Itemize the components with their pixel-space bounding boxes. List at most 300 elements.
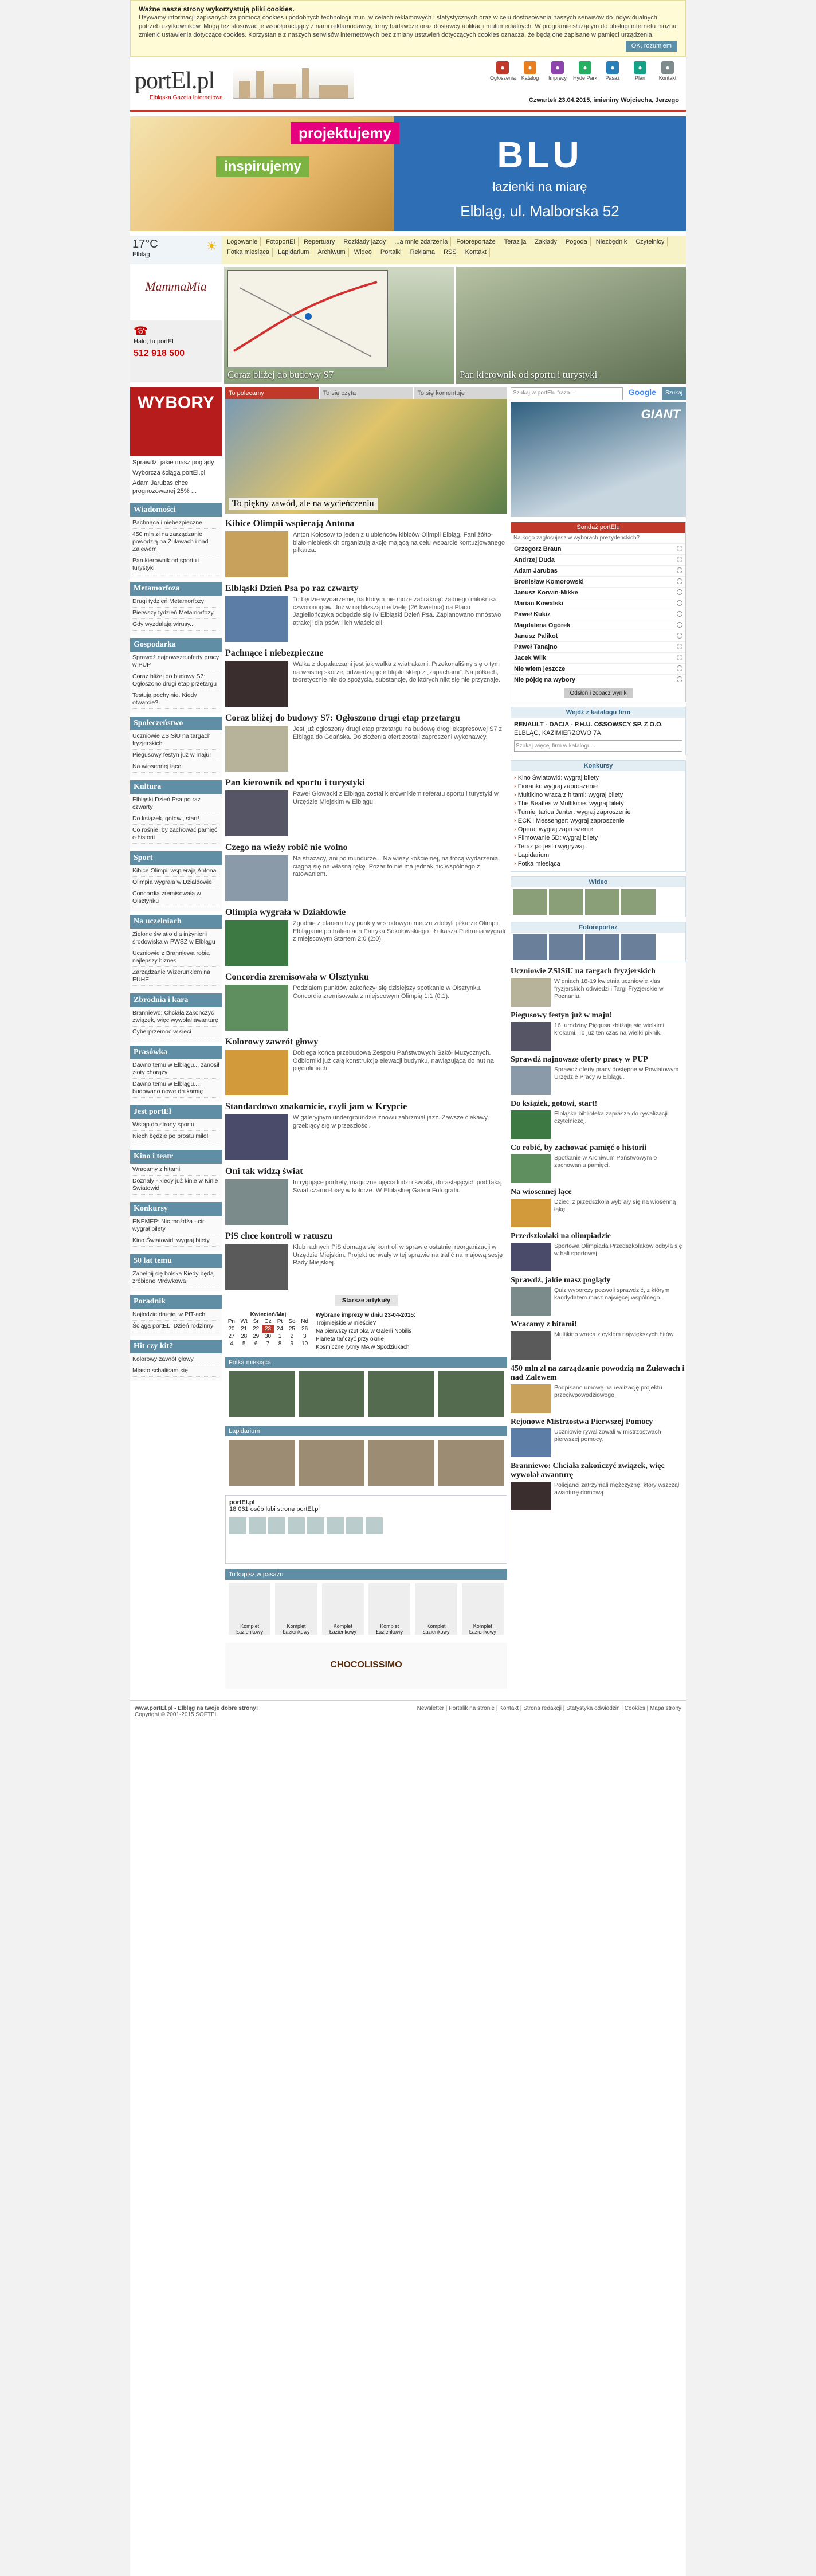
shop-item[interactable]: Komplet Łazienkowy xyxy=(462,1583,504,1635)
side-article-body xyxy=(511,1022,686,1051)
poll-option[interactable] xyxy=(511,663,685,674)
wybory-note-link[interactable]: Sprawdź, jakie masz poglądy xyxy=(132,459,214,466)
article-list xyxy=(225,518,507,1290)
photo-thumb[interactable] xyxy=(585,934,619,960)
arrow-icon: › xyxy=(514,792,518,798)
side-article-lead: Policjanci zatrzymali mężczyznę, który wszczął awanturę domową. xyxy=(554,1482,680,1496)
left-section-title[interactable]: Na uczelniach xyxy=(130,915,222,929)
left-section-body xyxy=(130,1309,222,1336)
side-article xyxy=(511,1364,686,1413)
side-article-body xyxy=(511,1482,686,1510)
radio-icon[interactable] xyxy=(677,633,682,639)
contest-link[interactable] xyxy=(514,808,682,817)
left-section-title[interactable]: Wiadomości xyxy=(130,503,222,517)
left-section-link[interactable]: ENEMEP: Nic możdża - ciri wygrał bilety xyxy=(132,1218,219,1235)
arrow-icon: › xyxy=(514,860,518,867)
radio-icon[interactable] xyxy=(677,600,682,606)
poll-submit-button[interactable]: Odsłoń i zobacz wynik xyxy=(564,688,633,698)
radio-icon[interactable] xyxy=(677,611,682,617)
left-section-body xyxy=(130,1007,222,1042)
gallery-thumb[interactable] xyxy=(368,1371,434,1417)
menu-item[interactable]: Fotka miesiąca xyxy=(224,248,273,257)
header-icon-item[interactable] xyxy=(600,61,625,81)
left-section xyxy=(130,1202,222,1251)
contest-link[interactable] xyxy=(514,774,682,782)
left-section-title[interactable]: Hit czy kit? xyxy=(130,1340,222,1353)
contest-label: The Beatles w Multikinie: wygraj bilety xyxy=(517,800,624,807)
footer-copyright: Copyright © 2001-2015 SOFTEL xyxy=(135,1712,218,1718)
header-icon-label: Pasaż xyxy=(605,75,620,81)
side-article-body xyxy=(511,1287,686,1316)
menu-item[interactable]: Kontakt xyxy=(462,248,490,257)
side-article xyxy=(511,1462,686,1510)
side-article-title[interactable]: Branniewo: Chciała zakończyć związek, więc wywołał awanturę xyxy=(511,1462,665,1479)
tab-czyta[interactable]: To się czyta xyxy=(320,387,413,399)
left-section-link[interactable]: Najłodzie drugiej w PIT-ach xyxy=(132,1311,219,1321)
contest-link[interactable] xyxy=(514,834,682,843)
side-article-thumbnail[interactable] xyxy=(511,1384,551,1413)
event-item[interactable]: Planeta tańczyć przy oknie xyxy=(316,1336,384,1342)
catalog-company: RENAULT - DACIA - P.H.U. OSSOWSCY SP. Z O.O. xyxy=(514,721,663,728)
gallery-thumb[interactable] xyxy=(438,1440,504,1486)
menu-item[interactable]: ...a mnie zdarzenia xyxy=(391,237,451,246)
article xyxy=(225,1036,507,1095)
giant-logo: GIANT xyxy=(641,407,680,421)
article-body xyxy=(225,1179,507,1225)
left-section-link[interactable]: Drugi tydzień Metamorfozy xyxy=(132,598,219,608)
older-articles-button[interactable]: Starsze artykuły xyxy=(335,1295,398,1306)
radio-icon[interactable] xyxy=(677,676,682,682)
radio-icon[interactable] xyxy=(677,578,682,584)
left-section-link[interactable]: Do książek, gotowi, start! xyxy=(132,815,219,825)
left-section-title[interactable]: Kultura xyxy=(130,780,222,794)
footer-links[interactable]: Newsletter | Portalik na stronie | Kontakt | Strona redakcji | Statystyka odwiedzin | Cookies | Mapa strony xyxy=(417,1705,681,1712)
side-article xyxy=(511,1144,686,1183)
side-article-title[interactable]: Przedszkolaki na olimpiadzie xyxy=(511,1232,611,1240)
mammamia-ad[interactable]: MammaMia xyxy=(130,267,222,318)
calendar-today[interactable]: 23 xyxy=(262,1325,274,1333)
article xyxy=(225,583,507,642)
left-section-link[interactable]: Concordia zremisowała w Olsztynku xyxy=(132,890,219,907)
calendar-grid xyxy=(225,1312,311,1352)
poll-option[interactable] xyxy=(511,543,685,554)
shop-item[interactable]: Komplet Łazienkowy xyxy=(415,1583,457,1635)
side-article-thumbnail[interactable] xyxy=(511,1154,551,1183)
poll-option[interactable] xyxy=(511,641,685,652)
header-icon-item[interactable] xyxy=(655,61,680,81)
search-input[interactable]: Szukaj w portElu fraza... xyxy=(511,387,623,400)
gallery-thumb[interactable] xyxy=(299,1440,365,1486)
right-column xyxy=(511,387,686,1689)
left-section-link[interactable]: Gdy wyzdalają wirusy... xyxy=(132,621,219,631)
poll-option[interactable] xyxy=(511,565,685,576)
header-icon-label: Imprezy xyxy=(548,75,567,81)
article-thumbnail[interactable] xyxy=(225,531,288,577)
header-icon-item[interactable] xyxy=(490,61,515,81)
main-menu xyxy=(222,236,686,264)
menu-item[interactable]: Reklama xyxy=(407,248,438,257)
left-section-title[interactable]: Poradnik xyxy=(130,1295,222,1309)
left-section-title[interactable]: Gospodarka xyxy=(130,638,222,652)
left-section-link[interactable]: Co rośnie, by zachować pamięć o historii xyxy=(132,827,219,844)
video-box xyxy=(511,876,686,917)
left-section-link[interactable]: Piegusowy festyn już w maju! xyxy=(132,751,219,761)
main-feature-image[interactable] xyxy=(225,399,507,514)
shop-item[interactable]: Komplet Łazienkowy xyxy=(275,1583,317,1635)
site-logo[interactable]: portEl.pl xyxy=(135,68,215,94)
side-article-lead: Multikino wraca z cyklem największych hitów. xyxy=(554,1331,675,1338)
tab-polecamy[interactable]: To polecamy xyxy=(225,387,319,399)
weather-widget[interactable] xyxy=(130,236,222,264)
facebook-widget[interactable] xyxy=(225,1495,507,1564)
left-section-title[interactable]: Zbrodnia i kara xyxy=(130,993,222,1007)
side-article-title[interactable]: Piegusowy festyn już w maju! xyxy=(511,1011,613,1020)
left-section xyxy=(130,1046,222,1102)
radio-icon[interactable] xyxy=(677,546,682,551)
left-section-link[interactable]: Uczniowie z Branniewa robią najlepszy biznes xyxy=(132,950,219,967)
poll-option-label: Paweł Tanajno xyxy=(514,644,558,651)
article-thumbnail[interactable] xyxy=(225,596,288,642)
left-section-link[interactable]: Uczniowie ZSISiU na targach fryzjerskich xyxy=(132,733,219,750)
wybory-links xyxy=(130,456,222,500)
left-section-link[interactable]: Sprawdź najnowsze oferty pracy w PUP xyxy=(132,654,219,671)
left-section-link[interactable]: Olimpia wygrała w Działdowie xyxy=(132,879,219,888)
contest-link[interactable] xyxy=(514,860,682,868)
page xyxy=(130,0,686,2576)
event-item[interactable]: Trójmiejskie w mieście? xyxy=(316,1320,376,1326)
side-article-lead: Spotkanie w Archiwum Państwowym o zachowaniu pamięci. xyxy=(554,1154,657,1169)
header-icon-label: Plan xyxy=(634,75,645,81)
side-article xyxy=(511,1099,686,1139)
side-article-title[interactable]: Sprawdź, jakie masz poglądy xyxy=(511,1276,611,1285)
side-article-thumbnail[interactable] xyxy=(511,1243,551,1271)
arrow-icon: › xyxy=(514,774,518,781)
article xyxy=(225,972,507,1031)
feature-ads xyxy=(130,267,222,384)
poll-option[interactable] xyxy=(511,652,685,663)
poll-option[interactable] xyxy=(511,609,685,620)
side-article-thumbnail[interactable] xyxy=(511,1428,551,1457)
shop-item[interactable]: Komplet Łazienkowy xyxy=(368,1583,410,1635)
map-icon: ● xyxy=(634,61,646,74)
menu-item[interactable]: RSS xyxy=(441,248,460,257)
side-article-title[interactable]: 450 mln zł na zarządzanie powodzią na Żuławach i nad Zalewem xyxy=(511,1364,685,1382)
left-section-body xyxy=(130,865,222,911)
side-article xyxy=(511,1011,686,1051)
left-section-link[interactable]: Dawno temu w Elblągu... budowano nowe drukarnię xyxy=(132,1080,219,1098)
cookie-ok-button[interactable]: OK, rozumiem xyxy=(626,41,677,52)
left-section-link[interactable]: Doznały - kiedy już kinie w Kinie Światowid xyxy=(132,1177,219,1195)
menu-item[interactable]: Wideo xyxy=(351,248,375,257)
left-section-link[interactable]: Coraz bliżej do budowy S7: Ogłoszono drugi etap przetargu xyxy=(132,673,219,690)
side-article-thumbnail[interactable] xyxy=(511,1022,551,1051)
menu-item[interactable]: Teraz ja xyxy=(501,237,530,246)
photo-thumb[interactable] xyxy=(513,934,547,960)
article-title[interactable]: Olimpia wygrała w Działdowie xyxy=(225,907,346,917)
left-section-link[interactable]: Testują pochylnie. Kiedy otwarcie? xyxy=(132,692,219,709)
side-article-lead: Sportowa Olimpiada Przedszkolaków odbyła się w hali sportowej. xyxy=(554,1243,682,1257)
catalog-body[interactable] xyxy=(511,718,685,755)
left-section-link[interactable]: Kino Światowid: wygraj bilety xyxy=(132,1237,219,1247)
article xyxy=(225,712,507,772)
menu-item[interactable]: Czytelnicy xyxy=(633,237,668,246)
menu-item[interactable]: Niezbędnik xyxy=(593,237,630,246)
poll-option[interactable] xyxy=(511,598,685,609)
left-section-link[interactable]: Wstąp do strony sportu xyxy=(132,1121,219,1131)
side-article-title[interactable]: Wracamy z hitami! xyxy=(511,1320,577,1329)
gallery-thumb[interactable] xyxy=(438,1371,504,1417)
left-section-link[interactable]: Ściąga portEL: Dzień rodzinny xyxy=(132,1322,219,1332)
article-thumbnail[interactable] xyxy=(225,661,288,707)
contest-link[interactable] xyxy=(514,791,682,800)
article xyxy=(225,1101,507,1160)
gallery-thumb[interactable] xyxy=(229,1371,295,1417)
left-section xyxy=(130,1105,222,1146)
left-section-link[interactable]: Branniewo: Chciała zakończyć związek, więc wywołał awanturę xyxy=(132,1009,219,1027)
article-thumbnail[interactable] xyxy=(225,855,288,901)
side-article-title[interactable]: Na wiosennej łące xyxy=(511,1188,572,1196)
article-thumbnail[interactable] xyxy=(225,985,288,1031)
article-title[interactable]: Oni tak widzą świat xyxy=(225,1166,303,1176)
hello-phone: 512 918 500 xyxy=(134,349,185,358)
left-section-link[interactable]: Pachnąca i niebezpieczne xyxy=(132,519,219,529)
contest-link[interactable] xyxy=(514,782,682,791)
left-section xyxy=(130,851,222,911)
radio-icon[interactable] xyxy=(677,589,682,595)
poll-option-label: Paweł Kukiz xyxy=(514,611,551,618)
contest-link[interactable] xyxy=(514,817,682,825)
left-section-title[interactable]: Społeczeństwo xyxy=(130,717,222,730)
side-article-body xyxy=(511,1066,686,1095)
left-section-title[interactable]: Konkursy xyxy=(130,1202,222,1216)
left-section-link[interactable]: Kibice Olimpii wspierają Antona xyxy=(132,867,219,877)
menu-item[interactable]: Logowanie xyxy=(224,237,261,246)
photo-thumb[interactable] xyxy=(621,934,656,960)
article-thumbnail[interactable] xyxy=(225,1179,288,1225)
left-section-link[interactable]: Pierwszy tydzień Metamorfozy xyxy=(132,609,219,619)
side-article xyxy=(511,1418,686,1457)
article xyxy=(225,842,507,901)
article-body xyxy=(225,726,507,772)
side-article-title[interactable]: Do książek, gotowi, start! xyxy=(511,1099,598,1108)
contest-link[interactable] xyxy=(514,843,682,851)
left-section xyxy=(130,915,222,990)
left-section-link[interactable]: Elbląski Dzień Psa po raz czwarty xyxy=(132,796,219,813)
contest-link[interactable] xyxy=(514,851,682,860)
article-thumbnail[interactable] xyxy=(225,1114,288,1160)
poll-option[interactable] xyxy=(511,631,685,641)
menu-item[interactable]: Rozkłady jazdy xyxy=(340,237,389,246)
menu-item[interactable]: Fotoreportaże xyxy=(453,237,499,246)
video-thumb[interactable] xyxy=(549,889,583,915)
menu-item[interactable]: Repertuary xyxy=(301,237,338,246)
article-thumbnail[interactable] xyxy=(225,1244,288,1290)
menu-item[interactable]: Zakłady xyxy=(532,237,560,246)
article-title[interactable]: Pan kierownik od sportu i turystyki xyxy=(225,778,365,788)
catalog-search-input[interactable]: Szukaj więcej firm w katalogu... xyxy=(514,740,682,752)
header-icon-item[interactable] xyxy=(545,61,570,81)
side-article-body xyxy=(511,978,686,1007)
shop-item[interactable]: Komplet Łazienkowy xyxy=(322,1583,364,1635)
article-thumbnail[interactable] xyxy=(225,726,288,772)
giant-ad[interactable] xyxy=(511,402,686,517)
top-banner-ad[interactable] xyxy=(130,116,686,231)
article-lead: W galeryjnym undergroundzie znowu zabrzmiał jazz. Zawsze ciekawy, grzebiący się w przeszłości. xyxy=(293,1114,489,1129)
article-body xyxy=(225,531,507,577)
side-article-thumbnail[interactable] xyxy=(511,1110,551,1139)
chocolissimo-ad[interactable]: CHOCOLISSIMO xyxy=(225,1643,507,1689)
menu-item[interactable]: Pogoda xyxy=(563,237,591,246)
hello-portel-box[interactable] xyxy=(130,320,222,382)
left-section-link[interactable]: Cyberprzemoc w sieci xyxy=(132,1028,219,1038)
wybory-link[interactable]: Wyborcza ściąga portEl.pl xyxy=(132,469,206,476)
fotoreportaz-title: Fotoreportaż xyxy=(511,922,685,933)
side-article-title[interactable]: Uczniowie ZSISiU na targach fryzjerskich xyxy=(511,967,656,976)
ads-icon: ● xyxy=(496,61,509,74)
feature-strip xyxy=(130,267,686,384)
slide-s7[interactable] xyxy=(224,267,454,384)
left-section-body xyxy=(130,1164,222,1199)
facebook-avatars xyxy=(229,1517,503,1534)
left-section-title[interactable]: Kino i teatr xyxy=(130,1150,222,1164)
event-item[interactable]: Kosmiczne rytmy MA w Spodziukach xyxy=(316,1344,410,1350)
arrow-icon: › xyxy=(514,800,518,807)
side-article-title[interactable]: Sprawdź najnowsze oferty pracy w PUP xyxy=(511,1055,648,1064)
article-thumbnail[interactable] xyxy=(225,790,288,836)
left-section-title[interactable]: Sport xyxy=(130,851,222,865)
left-section-link[interactable]: Dawno temu w Elblągu... zanosił złoty chorąży xyxy=(132,1062,219,1079)
left-section-link[interactable]: Niech będzie po prostu miło! xyxy=(132,1133,219,1142)
left-section-title[interactable]: Jest portEl xyxy=(130,1105,222,1119)
radio-icon[interactable] xyxy=(677,655,682,660)
side-article-thumbnail[interactable] xyxy=(511,1331,551,1360)
chat-icon: ● xyxy=(579,61,591,74)
poll-option[interactable] xyxy=(511,576,685,587)
article-title[interactable]: Coraz bliżej do budowy S7: Ogłoszono drugi etap przetargu xyxy=(225,713,460,723)
menu-item[interactable]: Archiwum xyxy=(315,248,348,257)
left-section-link[interactable]: Zarządzanie Wizerunkiem na EUHE xyxy=(132,969,219,986)
arrow-icon: › xyxy=(514,809,518,816)
side-article-thumbnail[interactable] xyxy=(511,1066,551,1095)
poll-option-label: Magdalena Ogórek xyxy=(514,622,571,629)
article-title[interactable]: Standardowo znakomicie, czyli jam w Krypcie xyxy=(225,1102,407,1111)
left-section-link[interactable]: Zielone światło dla inżynierii środowiska w PWSZ w Elblągu xyxy=(132,931,219,948)
left-section-link[interactable]: Zapełnij się bolska Kiedy będą zróbione Mrówkowa xyxy=(132,1270,219,1287)
side-article-thumbnail[interactable] xyxy=(511,1199,551,1227)
poll-option[interactable] xyxy=(511,674,685,685)
left-section-title[interactable]: Metamorfoza xyxy=(130,582,222,596)
radio-icon[interactable] xyxy=(677,557,682,562)
article-thumbnail[interactable] xyxy=(225,920,288,966)
article-thumbnail[interactable] xyxy=(225,1050,288,1095)
side-article-lead: Elbląska biblioteka zaprasza do rywalizacji czytelniczej. xyxy=(554,1110,668,1125)
slide-sport[interactable] xyxy=(456,267,686,384)
side-article xyxy=(511,1320,686,1360)
tab-komentuje[interactable]: To się komentuje xyxy=(414,387,507,399)
wybory-link[interactable]: Adam Jarubas chce prognozowanej 25% ... xyxy=(132,480,197,495)
menu-item[interactable]: Lapidarium xyxy=(275,248,312,257)
radio-icon[interactable] xyxy=(677,665,682,671)
poll-option[interactable] xyxy=(511,620,685,631)
header-icon-item[interactable] xyxy=(627,61,653,81)
header-icons xyxy=(490,61,680,81)
photo-thumb[interactable] xyxy=(549,934,583,960)
left-section xyxy=(130,1295,222,1336)
header-icon-item[interactable] xyxy=(517,61,543,81)
left-section-link[interactable]: Miasto schalisam się xyxy=(132,1367,219,1377)
side-article-thumbnail[interactable] xyxy=(511,1482,551,1510)
gallery-thumb[interactable] xyxy=(299,1371,365,1417)
radio-icon[interactable] xyxy=(677,644,682,649)
article-body xyxy=(225,790,507,836)
radio-icon[interactable] xyxy=(677,567,682,573)
left-section-link[interactable]: 450 mln zł na zarządzanie powodzią na Żuławach i nad Zalewem xyxy=(132,531,219,555)
left-section-link[interactable]: Kolorowy zawrót głowy xyxy=(132,1356,219,1365)
arrow-icon: › xyxy=(514,835,518,841)
event-item[interactable]: Na pierwszy rzut oka w Galerii Nobilis xyxy=(316,1328,412,1334)
search-button[interactable]: Szukaj xyxy=(662,387,686,400)
article-title[interactable]: Pachnące i niebezpieczne xyxy=(225,648,324,658)
left-section-link[interactable]: Pan kierownik od sportu i turystyki xyxy=(132,557,219,574)
footer xyxy=(130,1700,686,1722)
left-section-title[interactable]: 50 lat temu xyxy=(130,1254,222,1268)
left-section-link[interactable]: Wracamy z hitami xyxy=(132,1166,219,1176)
gallery-thumb[interactable] xyxy=(229,1440,295,1486)
article xyxy=(225,1166,507,1225)
side-article-title[interactable]: Co robić, by zachować pamięć o historii xyxy=(511,1144,647,1152)
side-article-thumbnail[interactable] xyxy=(511,978,551,1007)
article-title[interactable]: Czego na wieży robić nie wolno xyxy=(225,843,348,852)
contest-link[interactable] xyxy=(514,825,682,834)
fotoreportaz-thumbs xyxy=(511,933,685,962)
events-icon: ● xyxy=(551,61,564,74)
article-title[interactable]: Concordia zremisowała w Olsztynku xyxy=(225,972,369,982)
footer-tagline: www.portEl.pl - Elbląg na twoje dobre strony! xyxy=(135,1705,258,1712)
video-thumb[interactable] xyxy=(621,889,656,915)
menu-item[interactable]: Portalki xyxy=(378,248,405,257)
side-article-title[interactable]: Rejonowe Mistrzostwa Pierwszej Pomocy xyxy=(511,1418,653,1426)
left-section-title[interactable]: Prasówka xyxy=(130,1046,222,1059)
article-title[interactable]: PiS chce kontroli w ratuszu xyxy=(225,1231,333,1241)
menu-item[interactable]: FotoportEl xyxy=(263,237,299,246)
gallery-thumb[interactable] xyxy=(368,1440,434,1486)
video-thumb[interactable] xyxy=(585,889,619,915)
gallery-lapidarium-images xyxy=(225,1436,507,1489)
right-articles xyxy=(511,967,686,1510)
radio-icon[interactable] xyxy=(677,622,682,628)
contest-label: Fioranki: wygraj zaproszenie xyxy=(517,783,598,790)
article-title[interactable]: Kibice Olimpii wspierają Antona xyxy=(225,519,355,528)
content-row xyxy=(130,387,686,1689)
left-section-body xyxy=(130,730,222,777)
poll-question: Na kogo zagłosujesz w wyborach prezydenckich? xyxy=(513,535,640,541)
side-article-thumbnail[interactable] xyxy=(511,1287,551,1316)
contest-link[interactable] xyxy=(514,800,682,808)
wybory-box[interactable] xyxy=(130,387,222,456)
shop-item[interactable]: Komplet Łazienkowy xyxy=(229,1583,270,1635)
article-title[interactable]: Elbląski Dzień Psa po raz czwarty xyxy=(225,584,359,593)
poll-option[interactable] xyxy=(511,587,685,598)
poll-option[interactable] xyxy=(511,554,685,565)
left-section-link[interactable]: Na wiosennej łące xyxy=(132,763,219,773)
catalog-icon: ● xyxy=(524,61,536,74)
video-thumb[interactable] xyxy=(513,889,547,915)
shop-title: To kupisz w pasażu xyxy=(225,1569,507,1580)
header-icon-item[interactable] xyxy=(572,61,598,81)
article-title[interactable]: Kolorowy zawrót głowy xyxy=(225,1037,319,1047)
arrow-icon: › xyxy=(514,817,518,824)
side-article-lead: W dniach 18-19 kwietnia uczniowie klas fryzjerskich odwiedzili Targi Fryzjerskie w Poznaniu. xyxy=(554,978,664,1000)
